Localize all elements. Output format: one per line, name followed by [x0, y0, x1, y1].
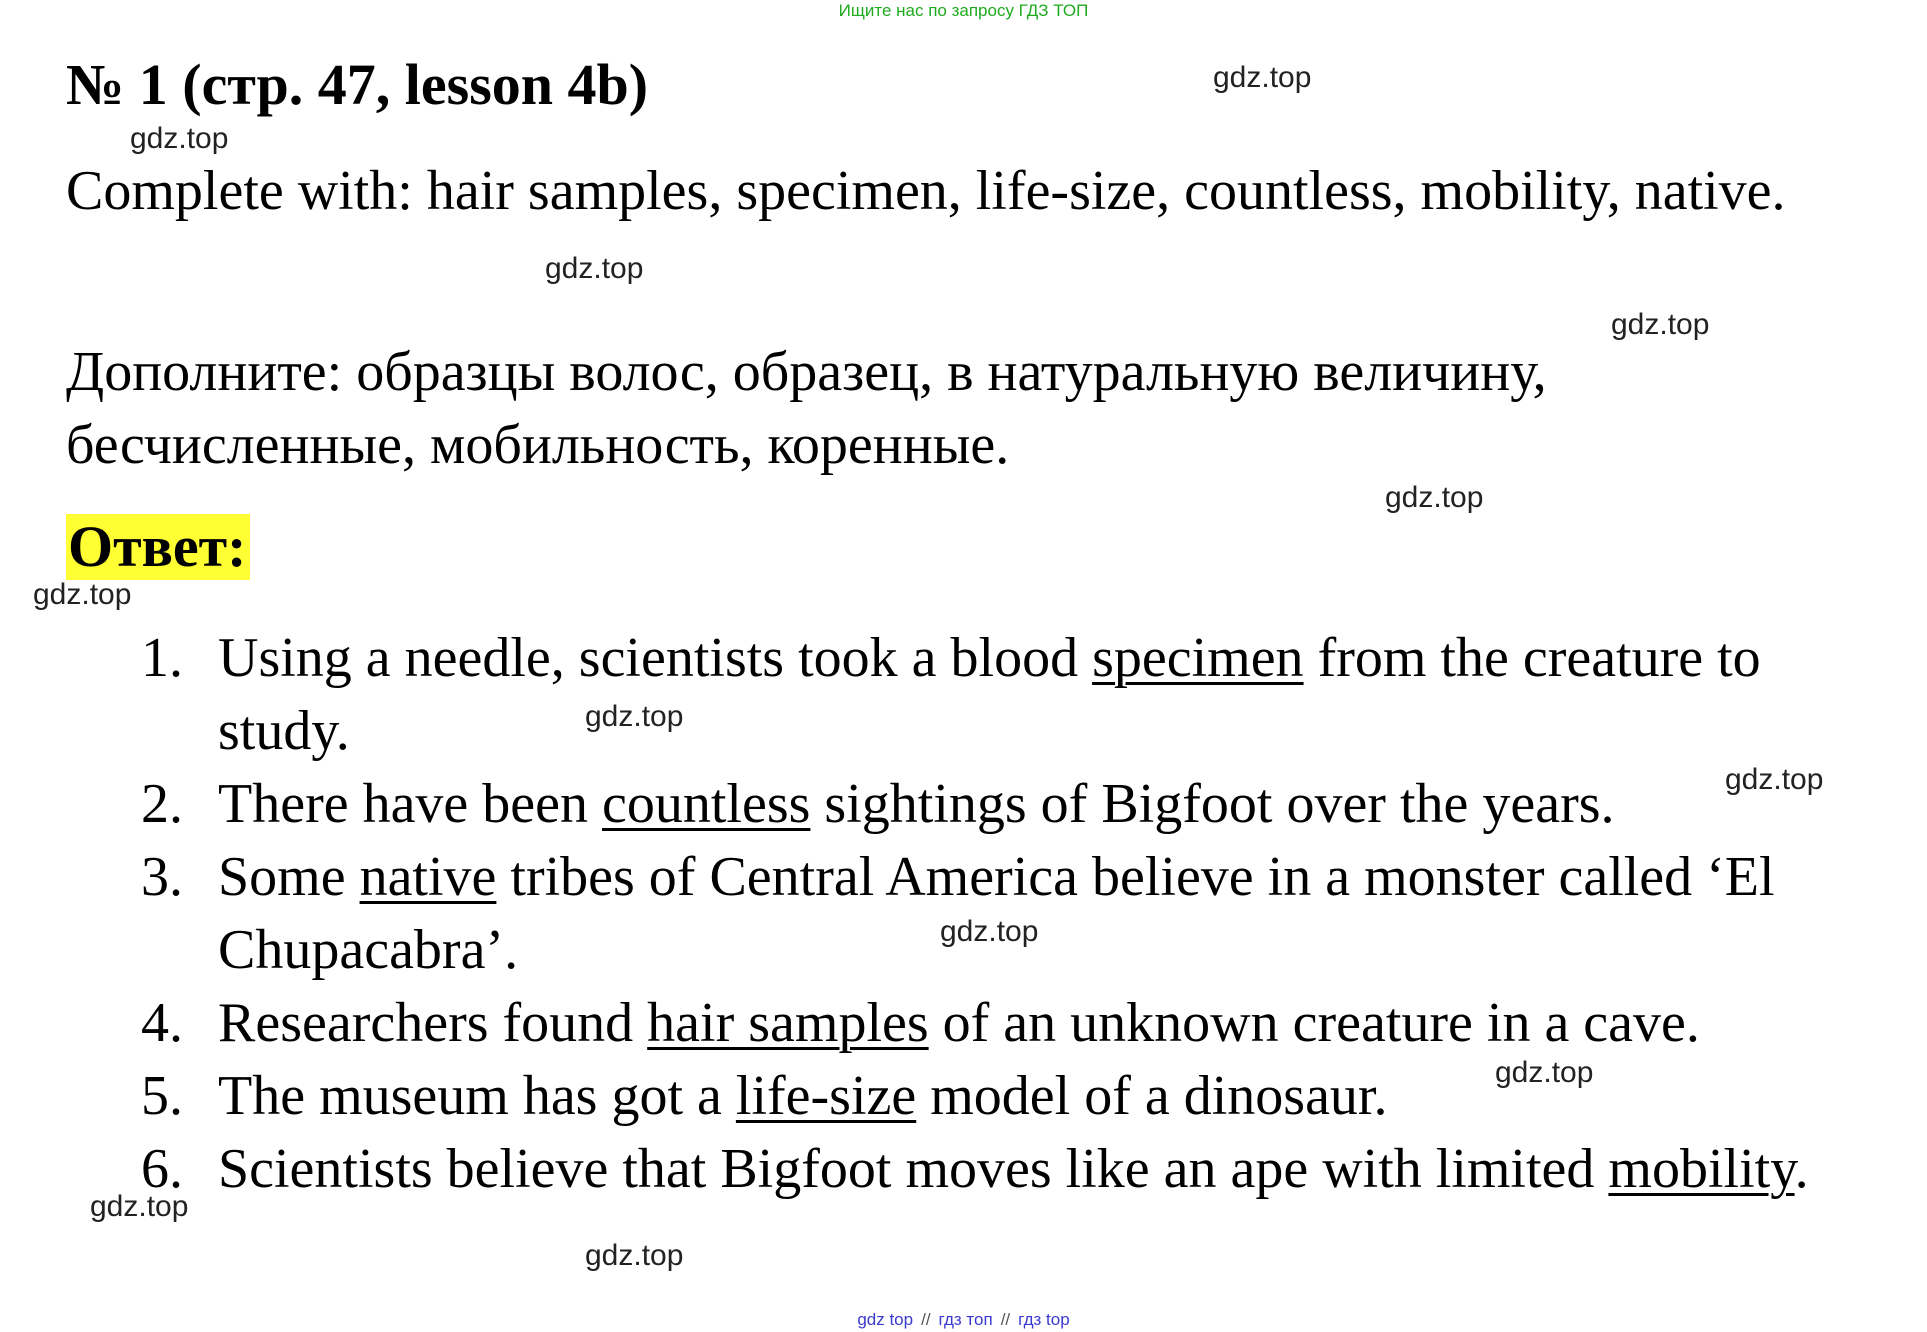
watermark-text: gdz.top	[585, 700, 684, 733]
answer-item-1	[66, 622, 1866, 768]
watermark-text: gdz.top	[1725, 763, 1824, 796]
page-title: № 1 (стр. 47, lesson 4b)	[66, 52, 649, 117]
watermark-text: gdz.top	[1611, 308, 1710, 341]
answer-text-before: Some	[218, 846, 360, 908]
watermark-text: gdz.top	[940, 915, 1039, 948]
answer-item-3	[66, 841, 1866, 987]
answer-label: Ответ:	[66, 514, 250, 580]
answer-text-before: There have been	[218, 773, 602, 835]
answer-text-after: sightings of Bigfoot over the years.	[810, 773, 1615, 835]
answer-text-after: of an unknown creature in a cave.	[928, 992, 1700, 1054]
answer-text-after: model of a dinosaur.	[916, 1065, 1388, 1127]
answer-number: 5.	[141, 1065, 183, 1127]
answer-text-after: tribes of Central America believe in a monster called ‘El Chupacabra’.	[218, 846, 1775, 981]
answer-list	[66, 622, 1866, 1206]
top-banner: Ищите нас по запросу ГДЗ ТОП	[838, 1, 1089, 20]
watermark-text: gdz.top	[130, 122, 229, 155]
watermark-text: gdz.top	[1385, 481, 1484, 514]
answer-text-before: Scientists believe that Bigfoot moves like an ape with limited	[218, 1138, 1609, 1200]
watermark-text: gdz.top	[33, 578, 132, 611]
answer-number: 1.	[141, 627, 183, 689]
answer-text-after: .	[1794, 1138, 1809, 1200]
watermark-text: gdz.top	[90, 1190, 189, 1223]
watermark-text: gdz.top	[585, 1239, 684, 1272]
footer-separator: //	[1000, 1310, 1011, 1329]
watermark-text: gdz.top	[1213, 61, 1312, 94]
task-instruction-ru: Дополните: образцы волос, образец, в натуральную величину, бесчисленные, мобильность, коренные.	[66, 341, 1547, 476]
bottom-footer	[0, 1310, 1927, 1330]
answer-number: 3.	[141, 846, 183, 908]
answer-text-before: The museum has got a	[218, 1065, 736, 1127]
answer-word: countless	[602, 773, 811, 835]
task-instruction-en: Complete with: hair samples, specimen, life-size, countless, mobility, native.	[66, 160, 1786, 222]
answer-word: native	[359, 846, 497, 908]
footer-text-2: гдз топ	[938, 1310, 993, 1329]
answer-number: 6.	[141, 1138, 183, 1200]
answer-text-before: Researchers found	[218, 992, 648, 1054]
answer-number: 4.	[141, 992, 183, 1054]
footer-text-3: гдз top	[1018, 1310, 1070, 1329]
answer-word: specimen	[1092, 627, 1304, 689]
answer-item-5	[66, 1060, 1866, 1133]
answer-text-before: Using a needle, scientists took a blood	[218, 627, 1093, 689]
answer-word: mobility	[1608, 1138, 1795, 1200]
answer-item-4	[66, 987, 1866, 1060]
watermark-text: gdz.top	[545, 252, 644, 285]
answer-word: hair samples	[647, 992, 929, 1054]
answer-text-after: from the creature to study.	[218, 627, 1761, 762]
answer-item-6	[66, 1133, 1866, 1206]
footer-separator: //	[921, 1310, 931, 1329]
answer-word: life-size	[735, 1065, 917, 1127]
answer-number: 2.	[141, 773, 183, 835]
answer-item-2	[66, 768, 1866, 841]
watermark-text: gdz.top	[1495, 1056, 1594, 1089]
footer-text-1: gdz top	[857, 1310, 914, 1329]
